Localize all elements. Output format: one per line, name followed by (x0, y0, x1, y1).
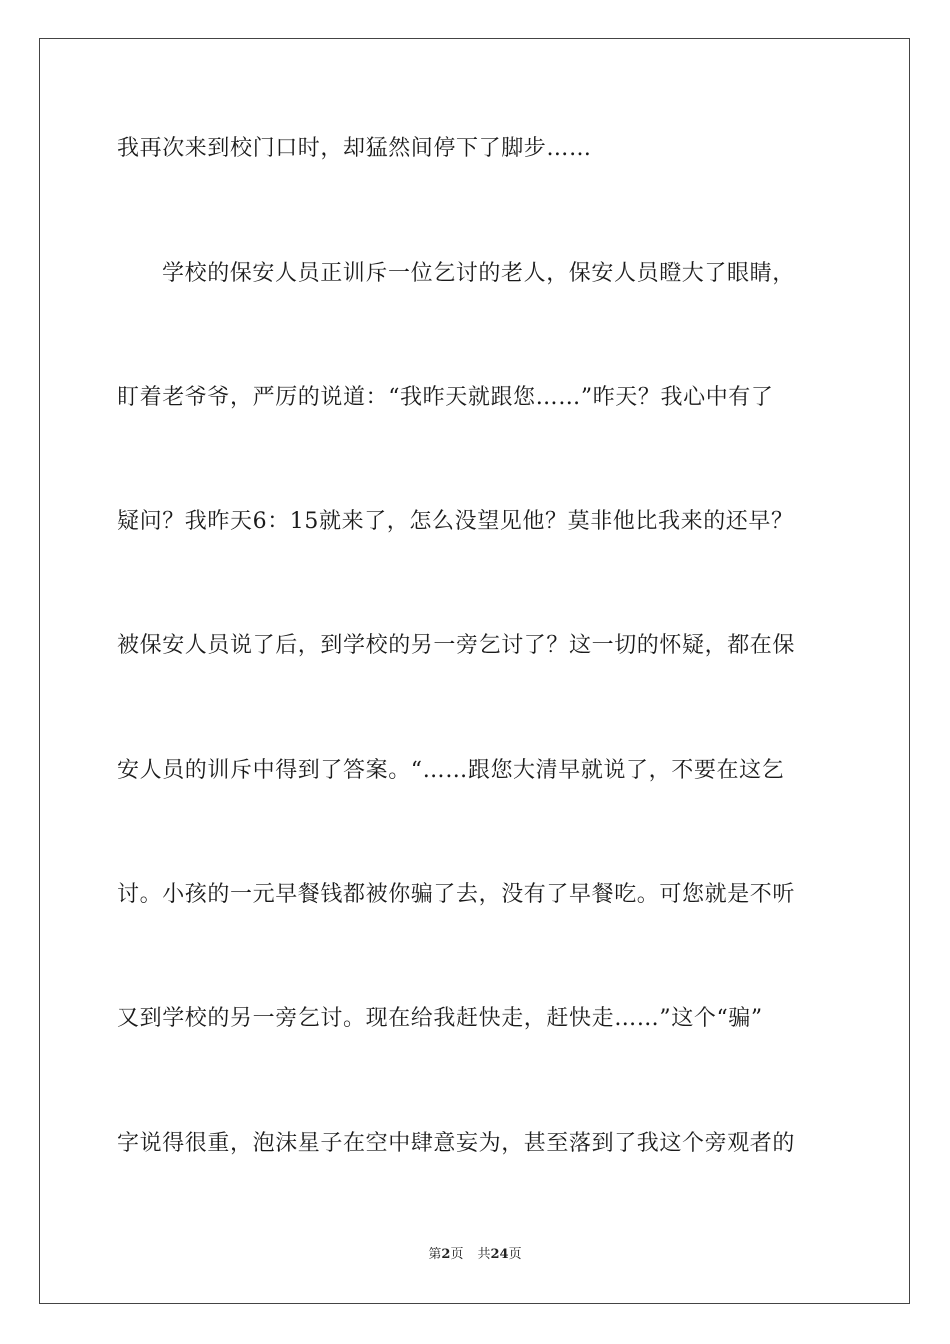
text-line-7: 讨。小孩的一元早餐钱都被你骗了去，没有了早餐吃。可您就是不听 (117, 882, 796, 907)
text-line-3: 盯着老爷爷，严厉的说道：“我昨天就跟您……”昨天？我心中有了 (117, 385, 774, 410)
text-line-4: 疑问？我昨天6：15就来了，怎么没望见他？莫非他比我来的还早？ (117, 509, 794, 534)
text-line-8: 又到学校的另一旁乞讨。现在给我赶快走，赶快走……”这个“骗” (117, 1006, 763, 1031)
text-line-2: 学校的保安人员正训斥一位乞讨的老人，保安人员瞪大了眼睛， (162, 261, 795, 286)
text-line-5: 被保安人员说了后，到学校的另一旁乞讨了？这一切的怀疑，都在保 (117, 633, 796, 658)
text-line-9: 字说得很重，泡沫星子在空中肆意妄为，甚至落到了我这个旁观者的 (117, 1131, 796, 1156)
total-prefix: 共 (477, 1247, 491, 1262)
page-prefix: 第 (428, 1247, 442, 1262)
text-line-6: 安人员的训斥中得到了答案。“……跟您大清早就说了，不要在这乞 (117, 758, 785, 783)
page-border (39, 38, 910, 1304)
text-line-1: 我再次来到校门口时，却猛然间停下了脚步…… (117, 136, 592, 161)
total-suffix: 页 (508, 1247, 522, 1262)
total-pages: 24 (490, 1247, 509, 1262)
page-number: 2 (441, 1247, 451, 1262)
page-footer (0, 1246, 950, 1264)
page-suffix: 页 (450, 1247, 464, 1262)
